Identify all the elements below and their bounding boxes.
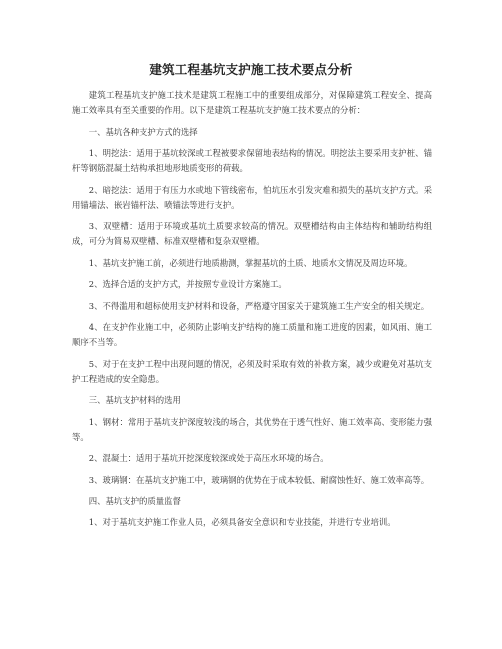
paragraph: 1、对于基坑支护施工作业人员，必须具备安全意识和专业技能，并进行专业培训。 (88, 517, 396, 528)
paragraph: 1、钢材：常用于基坑支护深度较浅的场合，其优势在于透气性好、施工效率高、变形能力强等。 (72, 416, 432, 442)
document-body (72, 88, 432, 537)
section-heading-1: 一、基坑各种支护方式的选择 (88, 126, 198, 137)
paragraph: 5、对于在支护工程中出现问题的情况，必须及时采取有效的补救方案，减少或避免对基坑支护工程造成的安全隐患。 (72, 358, 432, 384)
paragraph: 2、选择合适的支护方式，并按照专业设计方案施工。 (88, 279, 287, 290)
paragraph: 2、暗挖法：适用于有压力水或地下管线密布，怕坑压水引发灾难和损失的基坑支护方式。采用锚墙法、嵌岩锚杆法、喷锚法等进行支护。 (72, 184, 432, 210)
paragraph: 3、玻璃钢：在基坑支护施工中，玻璃钢的优势在于成本较低、耐腐蚀性好、施工效率高等。 (88, 474, 430, 485)
paragraph: 2、混凝土：适用于基坑开挖深度较深或处于高压水环境的场合。 (88, 453, 329, 464)
paragraph: 4、在支护作业施工中，必须防止影响支护结构的施工质量和施工进度的因素，如风雨、施工顺序不当等。 (72, 321, 432, 348)
paragraph: 1、基坑支护施工前，必须进行地质勘测，掌握基坑的土质、地质水文情况及周边环境。 (88, 257, 413, 268)
paragraph: 3、不得滥用和超标使用支护材料和设备，严格遵守国家关于建筑施工生产安全的相关规定。 (88, 300, 430, 311)
section-heading-4: 四、基坑支护的质量监督 (88, 495, 181, 506)
paragraph: 3、双壁槽：适用于环境或基坑土质要求较高的情况。双壁槽结构由主体结构和辅助结构组成，可分为简易双壁槽、标准双壁槽和复杂双壁槽。 (72, 221, 432, 247)
intro-paragraph: 建筑工程基坑支护施工技术是建筑工程施工中的重要组成部分，对保障建筑工程安全、提高施工效率具有至关重要的作用。以下是建筑工程基坑支护施工技术要点的分析： (72, 90, 432, 116)
section-heading-3: 三、基坑支护材料的选用 (88, 395, 181, 406)
document-title: 建筑工程基坑支护施工技术要点分析 (149, 62, 353, 77)
paragraph: 1、明挖法：适用于基坑较深或工程被要求保留地表结构的情况。明挖法主要采用支护桩、锚杆等钢筋混凝土结构承担地形地质变形的荷载。 (72, 147, 432, 174)
